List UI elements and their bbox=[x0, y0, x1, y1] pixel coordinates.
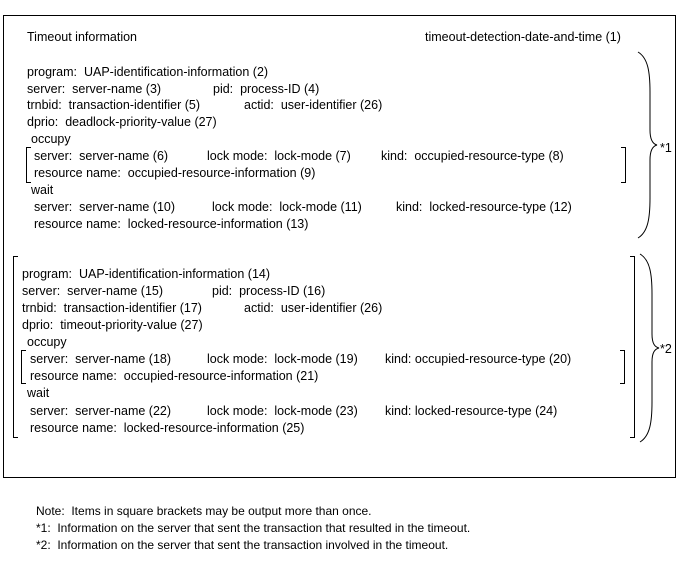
b1-occupy-bracket-left bbox=[26, 147, 31, 183]
b2-bracket-right bbox=[630, 256, 635, 438]
b2-wait-lock: lock mode: lock-mode (23) bbox=[207, 404, 358, 418]
note-mark-2: *2: Information on the server that sent the transaction involved in the timeout. bbox=[36, 538, 449, 552]
header-detection-time: timeout-detection-date-and-time (1) bbox=[425, 30, 621, 44]
b1-occupy-kind: kind: occupied-resource-type (8) bbox=[381, 149, 564, 163]
b1-pid: pid: process-ID (4) bbox=[213, 82, 320, 96]
b1-mark: *1 bbox=[660, 141, 672, 155]
b2-occupy-server: server: server-name (18) bbox=[30, 352, 172, 366]
b1-program: program: UAP-identification-information (2) bbox=[27, 65, 269, 79]
b2-program: program: UAP-identification-information (14) bbox=[22, 267, 271, 281]
b2-mark: *2 bbox=[660, 342, 672, 356]
b2-occupy-lock: lock mode: lock-mode (19) bbox=[207, 352, 358, 366]
b1-occupy-resource: resource name: occupied-resource-information (9) bbox=[34, 166, 316, 180]
b2-wait-kind: kind: locked-resource-type (24) bbox=[385, 404, 558, 418]
header-title: Timeout information bbox=[27, 30, 137, 44]
b1-wait-kind: kind: locked-resource-type (12) bbox=[396, 200, 572, 214]
b2-occupy-bracket-left bbox=[21, 350, 26, 384]
b1-occupy-lock: lock mode: lock-mode (7) bbox=[207, 149, 351, 163]
b2-bracket-left bbox=[13, 256, 18, 438]
b2-occupy-resource: resource name: occupied-resource-information (21) bbox=[30, 369, 319, 383]
b1-occupy-server: server: server-name (6) bbox=[34, 149, 169, 163]
b2-occupy-bracket-right bbox=[620, 350, 625, 384]
b1-dprio: dprio: deadlock-priority-value (27) bbox=[27, 115, 217, 129]
b1-wait-label: wait bbox=[31, 183, 54, 197]
b2-server: server: server-name (15) bbox=[22, 284, 164, 298]
note-brackets: Note: Items in square brackets may be output more than once. bbox=[36, 504, 372, 518]
b2-trnbid: trnbid: transaction-identifier (17) bbox=[22, 301, 202, 315]
b1-actid: actid: user-identifier (26) bbox=[244, 98, 383, 112]
b1-wait-server: server: server-name (10) bbox=[34, 200, 176, 214]
b2-occupy-label: occupy bbox=[27, 335, 67, 349]
b2-wait-resource: resource name: locked-resource-information (25) bbox=[30, 421, 305, 435]
b1-curly-brace bbox=[638, 52, 658, 238]
b1-server: server: server-name (3) bbox=[27, 82, 162, 96]
b1-wait-resource: resource name: locked-resource-information (13) bbox=[34, 217, 309, 231]
b1-trnbid: trnbid: transaction-identifier (5) bbox=[27, 98, 200, 112]
b2-actid: actid: user-identifier (26) bbox=[244, 301, 383, 315]
b2-pid: pid: process-ID (16) bbox=[212, 284, 326, 298]
b2-wait-server: server: server-name (22) bbox=[30, 404, 172, 418]
note-mark-1: *1: Information on the server that sent the transaction that resulted in the timeout. bbox=[36, 521, 471, 535]
b2-wait-label: wait bbox=[27, 386, 50, 400]
b2-dprio: dprio: timeout-priority-value (27) bbox=[22, 318, 203, 332]
b1-wait-lock: lock mode: lock-mode (11) bbox=[212, 200, 362, 214]
b2-occupy-kind: kind: occupied-resource-type (20) bbox=[385, 352, 572, 366]
b1-occupy-label: occupy bbox=[31, 132, 71, 146]
b1-occupy-bracket-right bbox=[621, 147, 626, 183]
b2-curly-brace bbox=[640, 254, 660, 442]
